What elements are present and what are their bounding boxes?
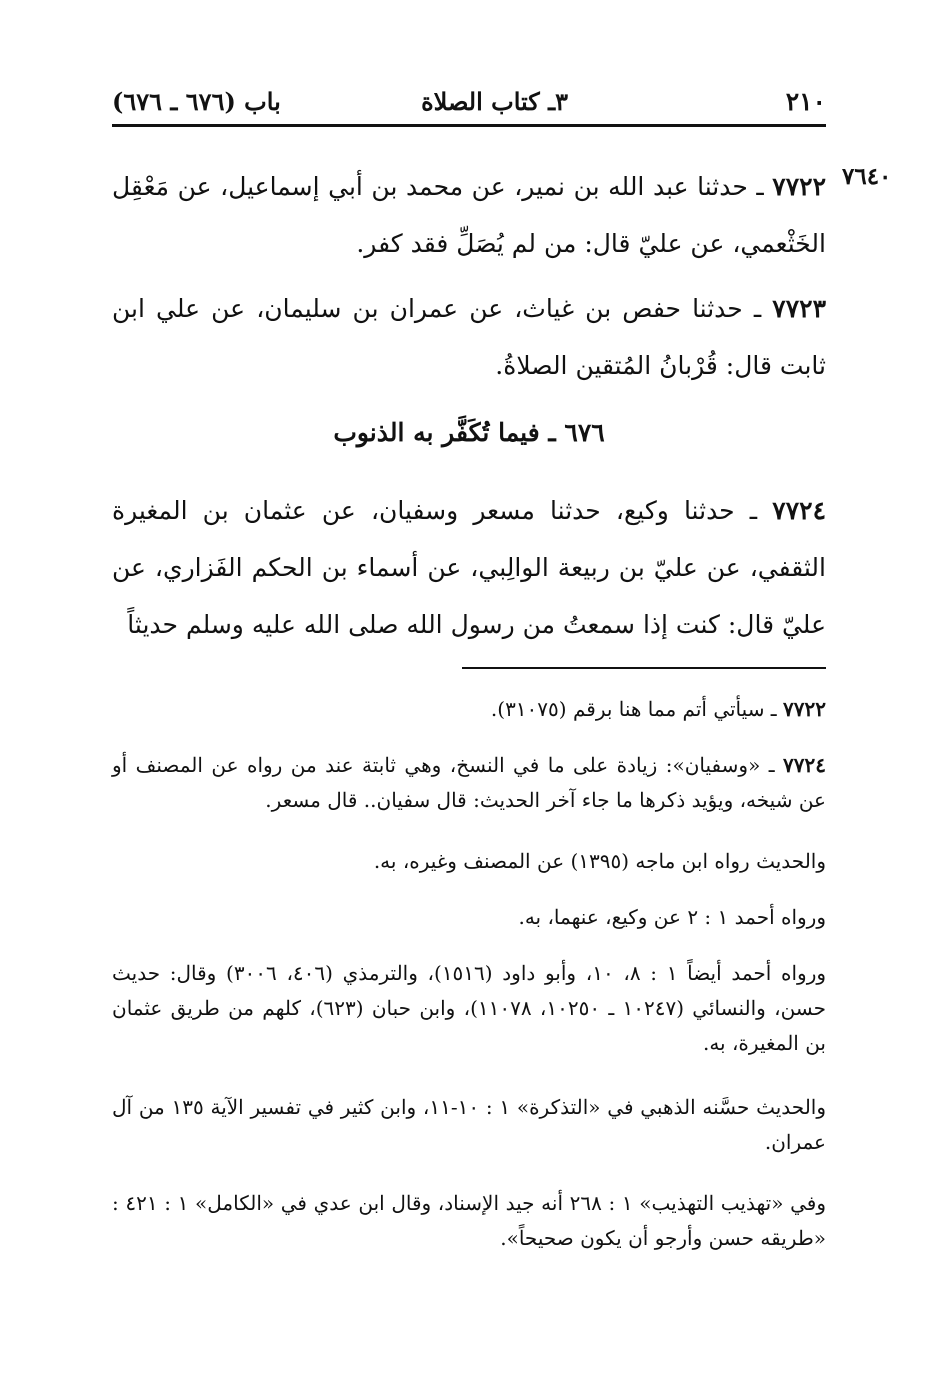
footnote-text: والحديث حسَّنه الذهبي في «التذكرة» ١ : ١٠-١١، وابن كثير في تفسير الآية ١٣٥ من آل عمران. (112, 1095, 827, 1154)
footnote (112, 844, 826, 879)
footnote-text: والحديث رواه ابن ماجه (١٣٩٥) عن المصنف وغيره، به. (373, 849, 826, 873)
hadith-text: ـ حدثنا حفص بن غياث، عن عمران بن سليمان، عن علي ابن ثابت قال: قُرْبانُ المُتقين الصلاةُ. (112, 294, 826, 380)
hadith-paragraph (112, 280, 826, 394)
footnote-text: ـ سيأتي أتم مما هنا برقم (٣١٠٧٥). (490, 697, 784, 721)
hadith-text: ـ حدثنا وكيع، حدثنا مسعر وسفيان، عن عثمان بن المغيرة الثقفي، عن عليّ بن ربيعة الوالِبي، عن أسماء بن الحكم الفَزاري، عن عليّ قال: كنت إذا سمعتُ من رسول الله صلى الله عليه وسلم حديثاً (112, 496, 826, 639)
chapter-heading: ٦٧٦ ـ فيما تُكَفَّر به الذنوب (333, 418, 605, 447)
footnote-text: وفي «تهذيب التهذيب» ١ : ٢٦٨ أنه جيد الإسناد، وقال ابن عدي في «الكامل» ١ : ٤٢١ : «طريقه حسن وأرجو أن يكون صحيحاً». (112, 1191, 827, 1250)
page-number: ٢١٠ (785, 87, 826, 116)
hadith-paragraph (112, 482, 826, 653)
book-title: ٣ـ كتاب الصلاة (421, 87, 568, 116)
footnote (112, 1090, 826, 1160)
hadith-paragraph (112, 158, 826, 272)
footnote (112, 692, 826, 727)
footnote (112, 748, 826, 818)
footnote-text: ورواه أحمد أيضاً ١ : ٨، ١٠، وأبو داود (١٥١٦)، والترمذي (٤٠٦، ٣٠٠٦) وقال: حديث حسن، والنسائي (١٠٢٤٧ ـ ١٠٢٥٠، ١١٠٧٨)، وابن حبان (٦٢٣)، كلهم من طريق عثمان بن المغيرة، به. (112, 961, 827, 1055)
footnote (112, 1186, 826, 1256)
footnote-number: ٧٧٢٤ (783, 753, 827, 777)
footnote-text: ورواه أحمد ١ : ٢ عن وكيع، عنهما، به. (518, 905, 826, 929)
page-header (112, 82, 826, 127)
margin-reference-number: ٧٦٤٠ (842, 163, 892, 190)
chapter-range: باب (٦٧٦ ـ ٦٧٦) (112, 87, 281, 116)
footnote-text: ـ «وسفيان»: زيادة على ما في النسخ، وهي ثابتة عند من رواه عن المصنف أو عن شيخه، ويؤيد ذكرها ما جاء آخر الحديث: قال سفيان.. قال مسعر. (112, 753, 826, 812)
hadith-number: ٧٧٢٢ (772, 172, 826, 201)
hadith-text: ـ حدثنا عبد الله بن نمير، عن محمد بن أبي إسماعيل، عن مَعْقِل الخَثْعمي، عن عليّ قال: من لم يُصَلِّ فقد كفر. (112, 172, 826, 258)
footnote-number: ٧٧٢٢ (783, 697, 826, 721)
hadith-number: ٧٧٢٣ (772, 294, 826, 323)
footnote-divider (462, 667, 826, 669)
hadith-number: ٧٧٢٤ (772, 496, 826, 525)
footnote (112, 956, 826, 1061)
footnote (112, 900, 826, 935)
